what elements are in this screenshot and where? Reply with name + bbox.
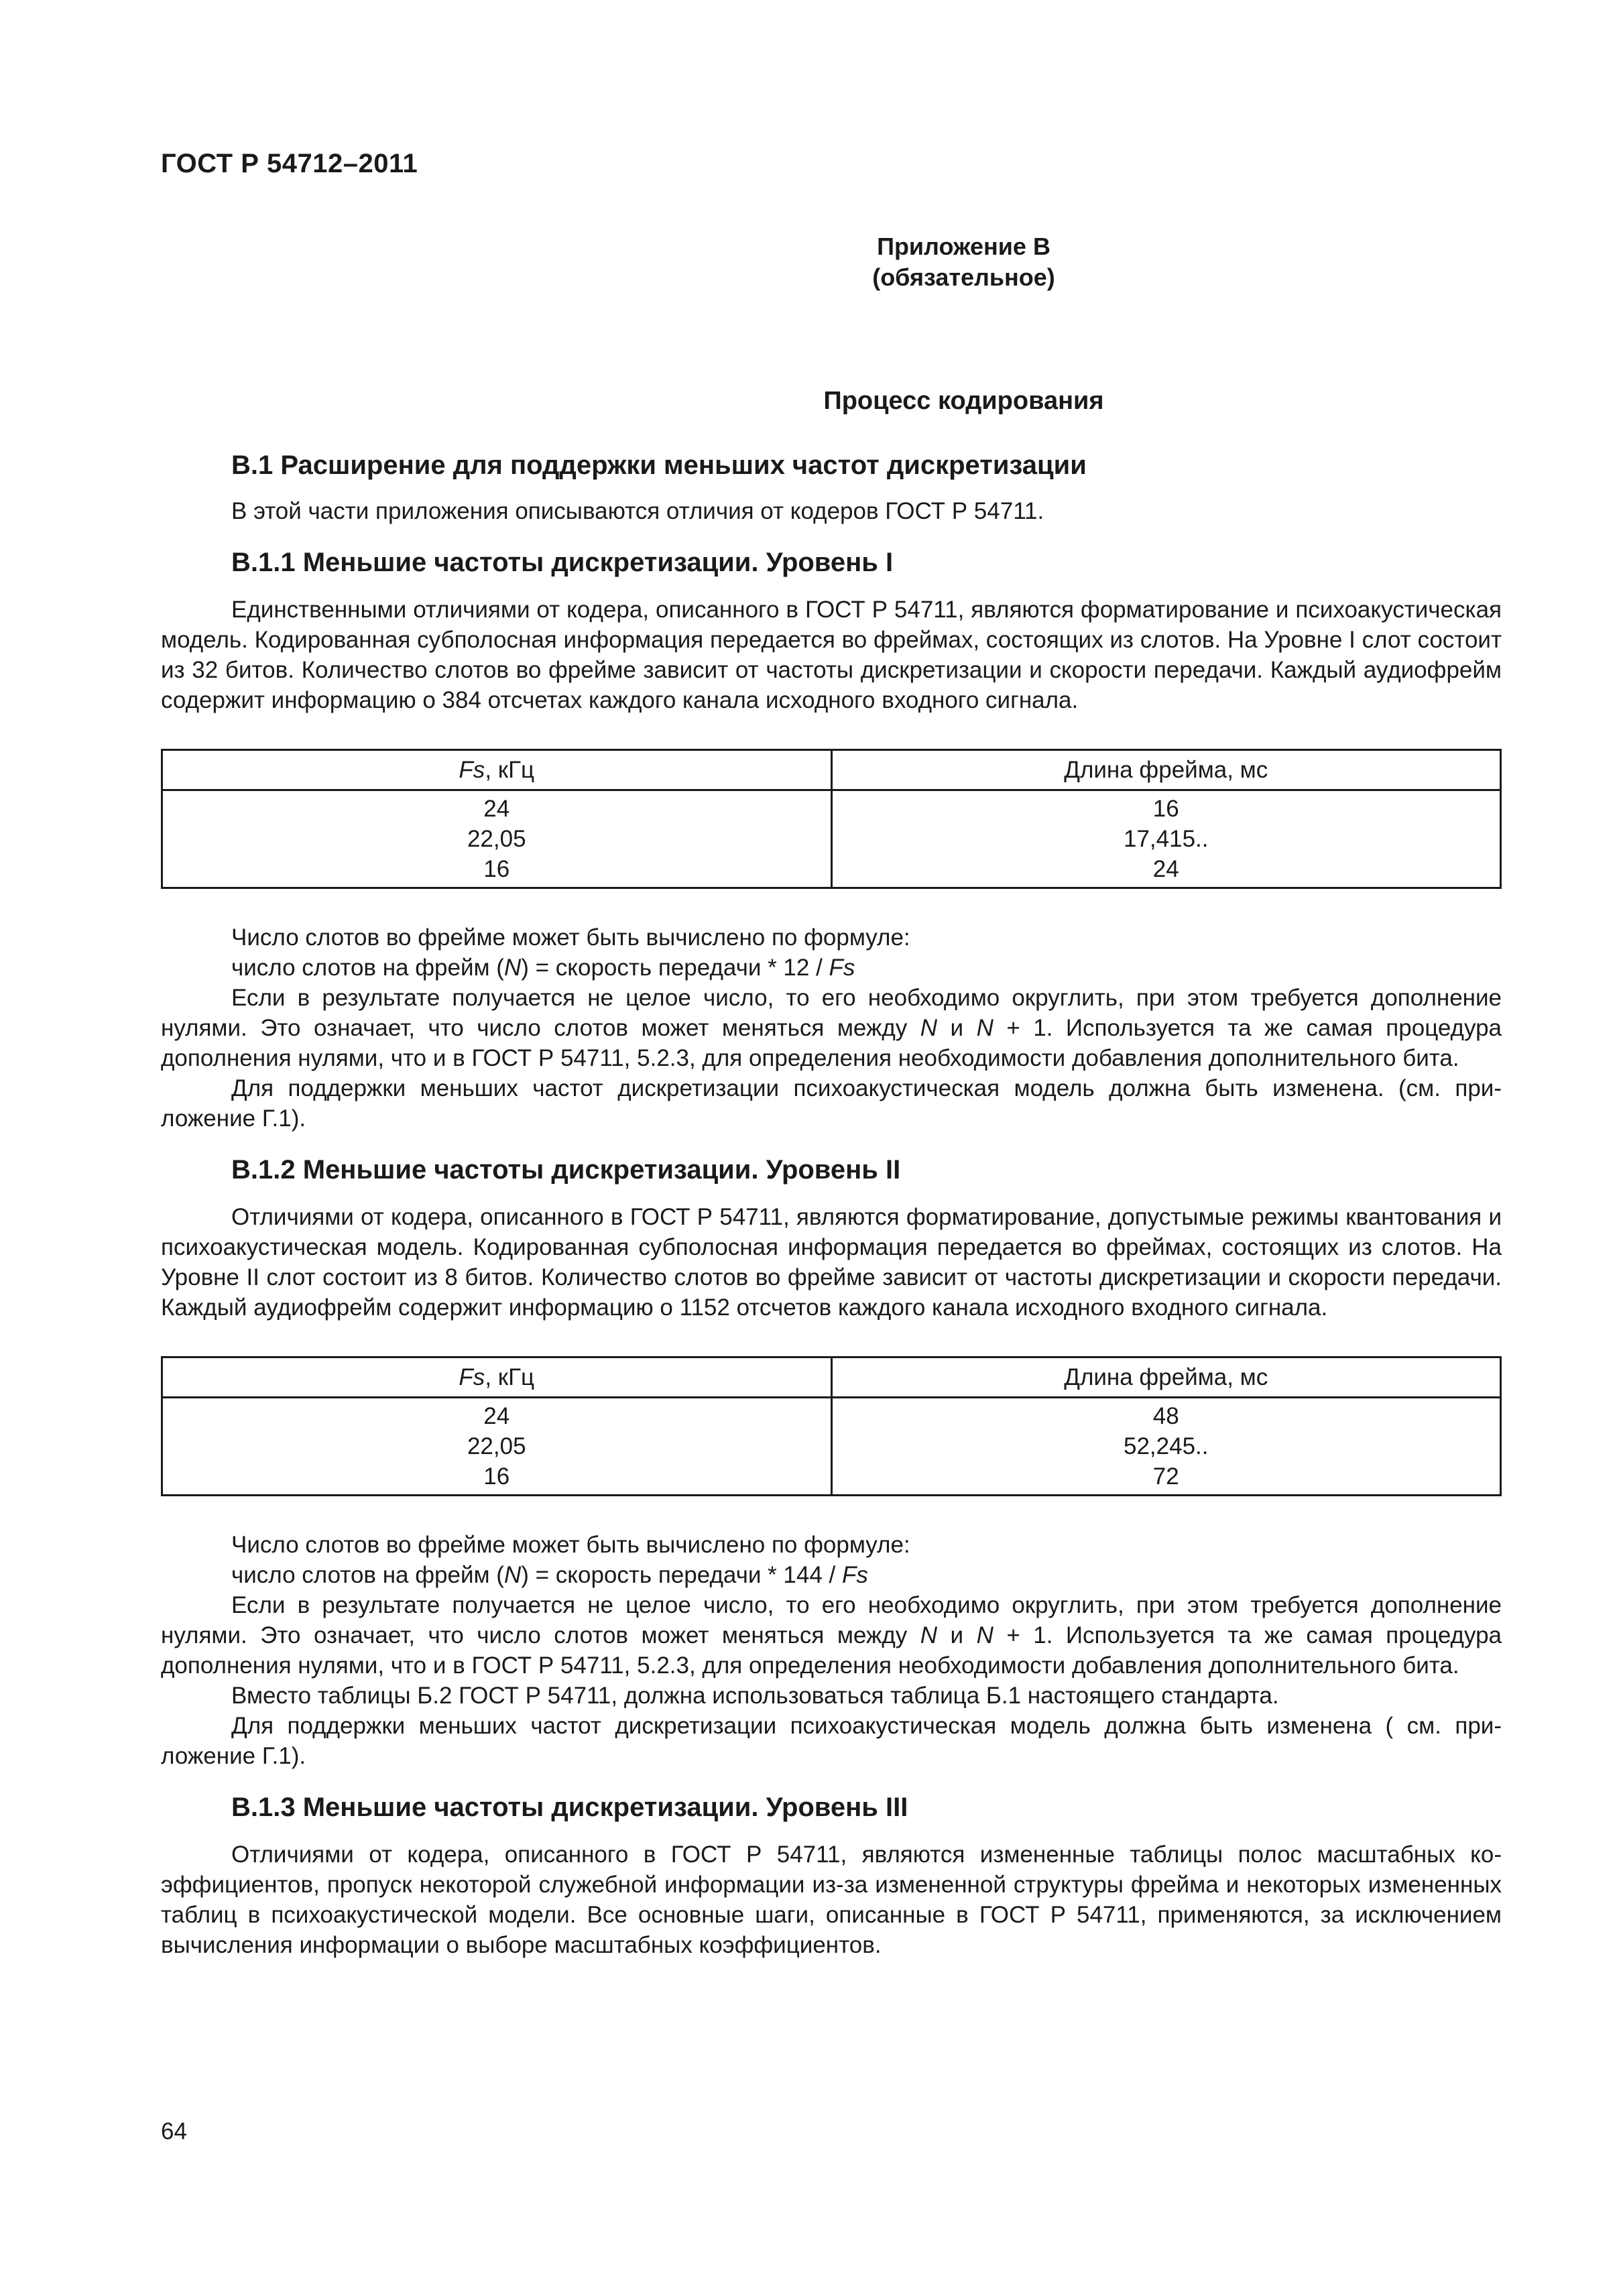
document-page [161, 0, 1502, 2296]
section-b12-formula: число слотов на фрейм (N) = скорость передачи * 144 / Fs [231, 1562, 868, 1588]
page-title-text: Процесс кодирования [823, 387, 1104, 415]
section-b12-rounding: Если в результате получается не целое число, то его необходимо округлить, при этом требуется дополнение нулями. Это означает, что число слотов может меняться между N и N + 1. Используется та же самая процедура дополнения нулями, что и в ГОСТ Р 54711, 5.2.3, для определения необходимости добавления дополнительного бита. [161, 1592, 1502, 1679]
appendix-label: Приложение В [877, 233, 1050, 260]
table-header-fs: Fs, кГц [162, 1357, 832, 1398]
section-b1-text: В этой части приложения описываются отличия от кодеров ГОСТ Р 54711. [231, 498, 1044, 524]
section-b12-formula-intro: Число слотов во фрейме может быть вычислено по формуле: [231, 1532, 910, 1558]
section-b11-heading: В.1.1 Меньшие частоты дискретизации. Уровень I [231, 548, 894, 577]
section-b11-rounding: Если в результате получается не целое число, то его необходимо округлить, при этом требуется дополнение нулями. Это означает, что число слотов может меняться между N и N + 1. Используется та же самая процедура дополнения нулями, что и в ГОСТ Р 54711, 5.2.3, для определения необходимости добавления дополнительного бита. [161, 985, 1502, 1071]
section-b11-intro: Единственными отличиями от кодера, описанного в ГОСТ Р 54711, являются форматирование и психоакустическая модель. Кодированная субполосная информация передается во фреймах, состоящих из слотов. На Уровне I слот состоит из 32 битов. Количество слотов во фрейме зависит от частоты дискретизации и скорости передачи. Каждый аудиофрейм содержит информацию о 384 отсчетах каждого канала исходного входного сигнала. [161, 597, 1502, 713]
table-cell-fs: 24 22,05 16 [162, 790, 832, 888]
section-b12-intro: Отличиями от кодера, описанного в ГОСТ Р 54711, являются форматирование, допустымые режимы квантования и психоакустическая модель. Кодированная субполосная информация передается во фреймах, состоящих из слотов. На Уровне II слот состоит из 8 битов. Количество слотов во фрейме зависит от частоты дискретизации и скорости передачи. Каждый аудиофрейм содержит информацию о 1152 отсчетов каждого канала исходного входного сигнала. [161, 1204, 1502, 1321]
table-header-row [162, 750, 1501, 790]
table-row [162, 1398, 1501, 1496]
page-number: 64 [161, 2118, 187, 2144]
section-b11-psy-model: Для поддержки меньших частот дискретизации психоакустическая модель должна быть изменена. (см. приложение Г.1). [161, 1075, 1502, 1132]
section-b12-heading: В.1.2 Меньшие частоты дискретизации. Уровень II [231, 1155, 901, 1185]
table-header-frame-length: Длина фрейма, мс [831, 1357, 1501, 1398]
section-b11-formula: число слотов на фрейм (N) = скорость передачи * 12 / Fs [231, 955, 855, 981]
table-level2-frame-length [161, 1356, 1502, 1496]
table-cell-frame-length: 48 52,245.. 72 [831, 1398, 1501, 1496]
table-header-row [162, 1357, 1501, 1398]
document-id-header: ГОСТ Р 54712–2011 [161, 149, 418, 178]
section-b11-formula-intro: Число слотов во фрейме может быть вычислено по формуле: [231, 924, 910, 951]
section-b1-heading: В.1 Расширение для поддержки меньших частот дискретизации [231, 450, 1087, 480]
table-cell-fs: 24 22,05 16 [162, 1398, 832, 1496]
table-cell-frame-length: 16 17,415.. 24 [831, 790, 1501, 888]
table-header-fs: Fs, кГц [162, 750, 832, 790]
page-title [161, 387, 1502, 416]
appendix-label-block [161, 231, 1502, 293]
table-header-frame-length: Длина фрейма, мс [831, 750, 1501, 790]
table-level1-frame-length [161, 749, 1502, 889]
table-row [162, 790, 1501, 888]
section-b12-psy-model: Для поддержки меньших частот дискретизации психоакустическая модель должна быть изменена ( см. приложение Г.1). [161, 1713, 1502, 1769]
appendix-status: (обязательное) [872, 263, 1055, 291]
document-body [161, 448, 1502, 1960]
section-b12-table-note: Вместо таблицы Б.2 ГОСТ Р 54711, должна использоваться таблица Б.1 настоящего стандарта. [231, 1683, 1279, 1709]
section-b13-heading: В.1.3 Меньшие частоты дискретизации. Уровень III [231, 1793, 908, 1822]
section-b13-intro: Отличиями от кодера, описанного в ГОСТ Р 54711, являются измененные таблицы полос масштабных коэффициентов, пропуск некоторой служебной информации из-за измененной структуры фрейма и некоторых измененных таблиц в психоакустической модели. Все основные шаги, описанные в ГОСТ Р 54711, применяются, за исключением вычисления информации о выборе масштабных коэффициентов. [161, 1841, 1502, 1958]
